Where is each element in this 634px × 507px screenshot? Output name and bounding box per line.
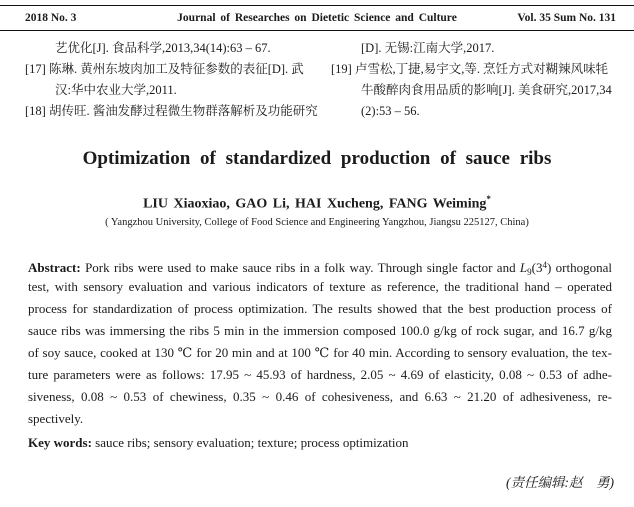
reference-line: [18] 胡传旺. 酱油发酵过程微生物群落解析及功能研究 <box>25 104 318 118</box>
header-rule-bottom <box>0 30 634 31</box>
header-issue: 2018 No. 3 <box>25 12 77 24</box>
running-head <box>0 9 634 27</box>
references-right-column <box>331 38 618 122</box>
header-journal-title: Journal of Researches on Dietetic Science and Culture <box>177 12 457 24</box>
header-volume: Vol. 35 Sum No. 131 <box>517 12 616 24</box>
abstract-text: ) orthogonal <box>547 260 612 275</box>
abstract-line: test, with sensory evaluation and various indicators of texture as reference, the traditional hand – operated <box>28 279 612 294</box>
references-left-column <box>25 38 318 122</box>
reference-line: 汉:华中农业大学,2011. <box>55 83 177 97</box>
article-title: Optimization of standardized production of sauce ribs <box>82 148 552 169</box>
reference-line: [17] 陈琳. 黄州东坡肉加工及特征参数的表征[D]. 武 <box>25 62 304 76</box>
abstract-label: Abstract: <box>28 260 81 275</box>
abstract-line: siveness, 0.08 ~ 0.53 of chewiness, 0.35 ~ 0.46 of cohesiveness, and 6.63 ~ 21.20 of adhesiveness, re- <box>28 389 612 404</box>
header-rule-top <box>0 5 634 6</box>
abstract-section <box>28 254 612 430</box>
corresponding-author-mark: * <box>486 194 491 204</box>
abstract-text: (3 <box>531 260 543 275</box>
abstract-line <box>28 254 612 276</box>
article-authors <box>0 194 634 213</box>
reference-line: [19] 卢雪松,丁捷,易宇文,等. 烹饪方式对糊辣风味牦 <box>331 62 609 76</box>
abstract-line: process for standardization of process optimization. The results showed that the best production process of <box>28 301 612 316</box>
keywords-label: Key words: <box>28 435 92 450</box>
keywords-line <box>28 432 612 454</box>
article-affiliation: ( Yangzhou University, College of Food Science and Engineering Yangzhou, Jiangsu 225127, China) <box>105 217 529 228</box>
abstract-line: sauce ribs was immersing the ribs 5 min in the immersion composed 100.0 g/kg of rock sugar, and 16.7 g/kg <box>28 323 612 338</box>
references-section <box>25 38 618 122</box>
authors-names: LIU Xiaoxiao, GAO Li, HAI Xucheng, FANG Weiming <box>143 196 487 212</box>
reference-line: [D]. 无锡:江南大学,2017. <box>361 41 495 55</box>
editor-note: (责任编辑:赵 勇) <box>506 475 614 490</box>
orthogonal-symbol: L <box>519 260 528 275</box>
reference-line: 牛酸醉肉食用品质的影响[J]. 美食研究,2017,34 <box>361 83 612 97</box>
keywords-text: sauce ribs; sensory evaluation; texture; process optimization <box>91 435 409 450</box>
orthogonal-subscript: 9 <box>527 267 532 277</box>
reference-line: 艺优化[J]. 食品科学,2013,34(14):63 – 67. <box>55 41 271 55</box>
reference-line: (2):53 – 56. <box>361 104 420 118</box>
abstract-line: spectively. <box>28 411 84 426</box>
orthogonal-superscript: 4 <box>542 260 547 270</box>
abstract-text: Pork ribs were used to make sauce ribs in a folk way. Through single factor and <box>80 260 520 275</box>
abstract-line: ture parameters were as follows: 17.95 ~ 45.93 of hardness, 2.05 ~ 4.69 of elasticity, 0.08 ~ 0.53 of adhe- <box>28 367 612 382</box>
abstract-line: of soy sauce, cooked at 130 ℃ for 20 min and at 100 ℃ for 40 min. According to sensory evaluation, the tex- <box>28 345 612 360</box>
